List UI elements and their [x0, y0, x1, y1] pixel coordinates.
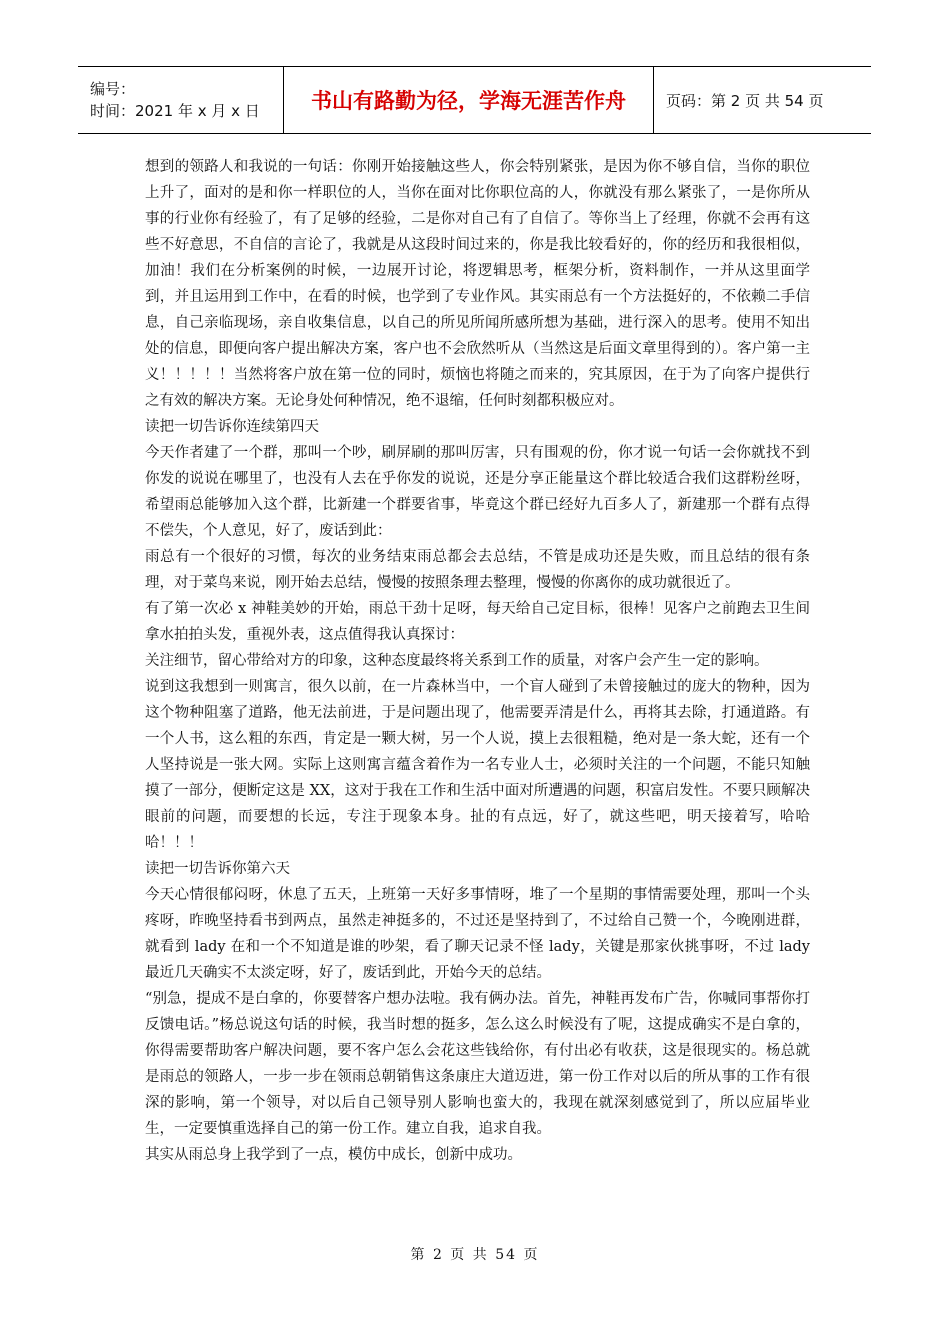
paragraph: 其实从雨总身上我学到了一点，模仿中成长，创新中成功。 [145, 1147, 522, 1163]
page-footer: 第 2 页 共 54 页 [410, 1247, 540, 1263]
paragraph: 今天作者建了一个群，那叫一个吵，刷屏刷的那叫厉害，只有围观的份，你才说一句话一会你就找不到你发的说说在哪里了，也没有人去在乎你发的说说，还是分享正能量这个群比较适合我们这群粉丝呀，希望雨总能够加入这个群，比新建一个群要省事，毕竟这个群已经好九百多人了，新建那一个群有点得不偿失，个人意见，好了，废话到此： [145, 445, 810, 539]
paragraph: 想到的领路人和我说的一句话：你刚开始接触这些人，你会特别紧张，是因为你不够自信，当你的职位上升了，面对的是和你一样职位的人，当你在面对比你职位高的人，你就没有那么紧张了，一是你所从事的行业你有经验了，有了足够的经验，二是你对自己有了自信了。等你当上了经理，你就不会再有这些不好意思，不自信的言论了，我就是从这段时间过来的，你是我比较看好的，你的经历和我很相似，加油！我们在分析案例的时候，一边展开讨论，将逻辑思考，框架分析，资料制作，一并从这里面学到，并且运用到工作中，在看的时候，也学到了专业作风。其实雨总有一个方法挺好的，不依赖二手信息，自己亲临现场，亲自收集信息，以自己的所见所闻所感所想为基础，进行深入的思考。使用不知出处的信息，即便向客户提出解决方案，客户也不会欣然听从（当然这是后面文章里得到的）。客户第一主义！！！！！当然将客户放在第一位的同时，烦恼也将随之而来的，究其原因，在于为了向客户提供行之有效的解决方案。无论身处何种情况，绝不退缩，任何时刻都积极应对。 [145, 159, 810, 409]
paragraph: 今天心情很郁闷呀，休息了五天，上班第一天好多事情呀，堆了一个星期的事情需要处理，那叫一个头疼呀，昨晚坚持看书到两点，虽然走神挺多的，不过还是坚持到了，不过给自己赞一个，今晚刚进群，就看到 lady 在和一个不知道是谁的吵架，看了聊天记录不怪 lady，关键是那家伙挑事呀，不过 lady 最近几天确实不太淡定呀，好了，废话到此，开始今天的总结。 [145, 887, 810, 981]
header-motto: 书山有路勤为径，学海无涯苦作舟 [284, 67, 654, 133]
document-body [145, 154, 810, 1168]
page-header [78, 66, 871, 134]
paragraph: 关注细节，留心带给对方的印象，这种态度最终将关系到工作的质量，对客户会产生一定的影响。 [145, 653, 769, 669]
paragraph: 雨总有一个很好的习惯，每次的业务结束雨总都会去总结，不管是成功还是失败，而且总结的很有条理，对于菜鸟来说，刚开始去总结，慢慢的按照条理去整理，慢慢的你离你的成功就很近了。 [145, 549, 810, 591]
section-heading: 读把一切告诉你连续第四天 [145, 419, 319, 435]
header-page-number: 页码：第 2 页 共 54 页 [666, 91, 824, 110]
paragraph: 有了第一次必 x 神鞋美妙的开始，雨总干劲十足呀，每天给自己定目标，很棒！见客户之前跑去卫生间拿水拍拍头发，重视外表，这点值得我认真探讨： [145, 601, 810, 643]
section-heading: 读把一切告诉你第六天 [145, 861, 290, 877]
header-date: 时间：2021 年 x 月 x 日 [90, 102, 260, 120]
header-number: 编号： [90, 80, 136, 98]
paragraph: “别急，提成不是白拿的，你要替客户想办法啦。我有俩办法。首先，神鞋再发布广告，你喊同事帮你打反馈电话。”杨总说这句话的时候，我当时想的挺多，怎么这么时候没有了呢，这提成确实不是白拿的，你得需要帮助客户解决问题，要不客户怎么会花这些钱给你，有付出必有收获，这是很现实的。杨总就是雨总的领路人，一步一步在领雨总朝销售这条康庄大道迈进，第一份工作对以后的所从事的工作有很深的影响，第一个领导，对以后自己领导别人影响也蛮大的，我现在就深刻感觉到了，所以应届毕业生，一定要慎重选择自己的第一份工作。建立自我，追求自我。 [145, 991, 810, 1137]
header-meta [78, 67, 284, 133]
paragraph: 说到这我想到一则寓言，很久以前，在一片森林当中，一个盲人碰到了未曾接触过的庞大的物种，因为这个物种阻塞了道路，他无法前进，于是问题出现了，他需要弄清是什么，再将其去除，打通道路。有一个人书，这么粗的东西，肯定是一颗大树，另一个人说，摸上去很粗糙，绝对是一条大蛇，还有一个人坚持说是一张大网。实际上这则寓言蕴含着作为一名专业人士，必须时关注的一个问题，不能只知触摸了一部分，便断定这是 XX，这对于我在工作和生活中面对所遭遇的问题，积富启发性。不要只顾解决眼前的问题，而要想的长远，专注于现象本身。扯的有点远，好了，就这些吧，明天接着写，哈哈哈！！！ [145, 679, 810, 851]
